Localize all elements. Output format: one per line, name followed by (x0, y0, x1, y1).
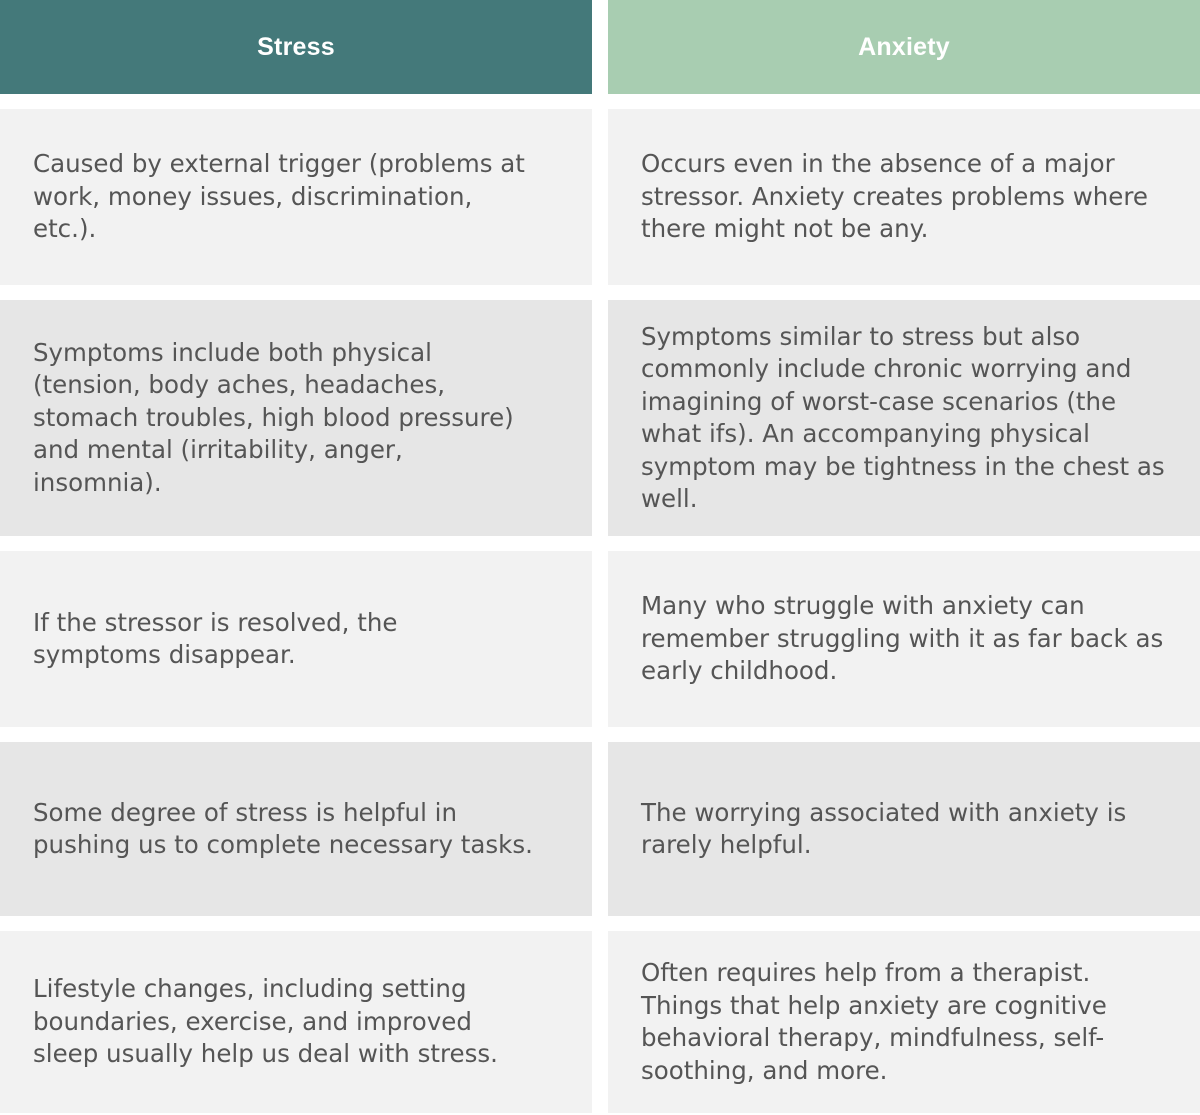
stress-cell-symptoms (0, 300, 592, 536)
anxiety-cause-text: Occurs even in the absence of a major stressor. Anxiety creates problems where there might not be any. (641, 149, 1148, 244)
stress-treatment-text: Lifestyle changes, including setting boundaries, exercise, and improved sleep usually help us deal with stress. (33, 974, 498, 1069)
stress-duration-text: If the stressor is resolved, the symptoms disappear. (33, 607, 398, 669)
stress-helpfulness-text: Some degree of stress is helpful in pushing us to complete necessary tasks. (33, 797, 533, 859)
anxiety-cell-helpfulness (608, 742, 1200, 916)
anxiety-treatment-text: Often requires help from a therapist. Things that help anxiety are cognitive behavioral therapy, mindfulness, self-soothing, and more. (641, 958, 1107, 1085)
anxiety-helpfulness-text: The worrying associated with anxiety is rarely helpful. (641, 797, 1127, 859)
anxiety-column-header: Anxiety (608, 0, 1200, 94)
stress-cause-text: Caused by external trigger (problems at work, money issues, discrimination, etc.). (33, 149, 525, 244)
anxiety-cell-treatment (608, 931, 1200, 1113)
anxiety-duration-text: Many who struggle with anxiety can remember struggling with it as far back as early childhood. (641, 591, 1164, 686)
anxiety-cell-symptoms (608, 300, 1200, 536)
stress-cell-helpfulness (0, 742, 592, 916)
stress-cell-treatment (0, 931, 592, 1113)
anxiety-cell-duration (608, 551, 1200, 727)
stress-column-header: Stress (0, 0, 592, 94)
anxiety-symptoms-text: Symptoms similar to stress but also commonly include chronic worrying and imagining of worst-case scenarios (the what ifs). An accompanying physical symptom may be tightness in the chest as well. (641, 321, 1165, 513)
stress-cell-duration (0, 551, 592, 727)
stress-cell-cause (0, 109, 592, 285)
anxiety-cell-cause (608, 109, 1200, 285)
stress-symptoms-text: Symptoms include both physical (tension, body aches, headaches, stomach troubles, high blood pressure) and mental (irritability, anger, insomnia). (33, 337, 514, 497)
